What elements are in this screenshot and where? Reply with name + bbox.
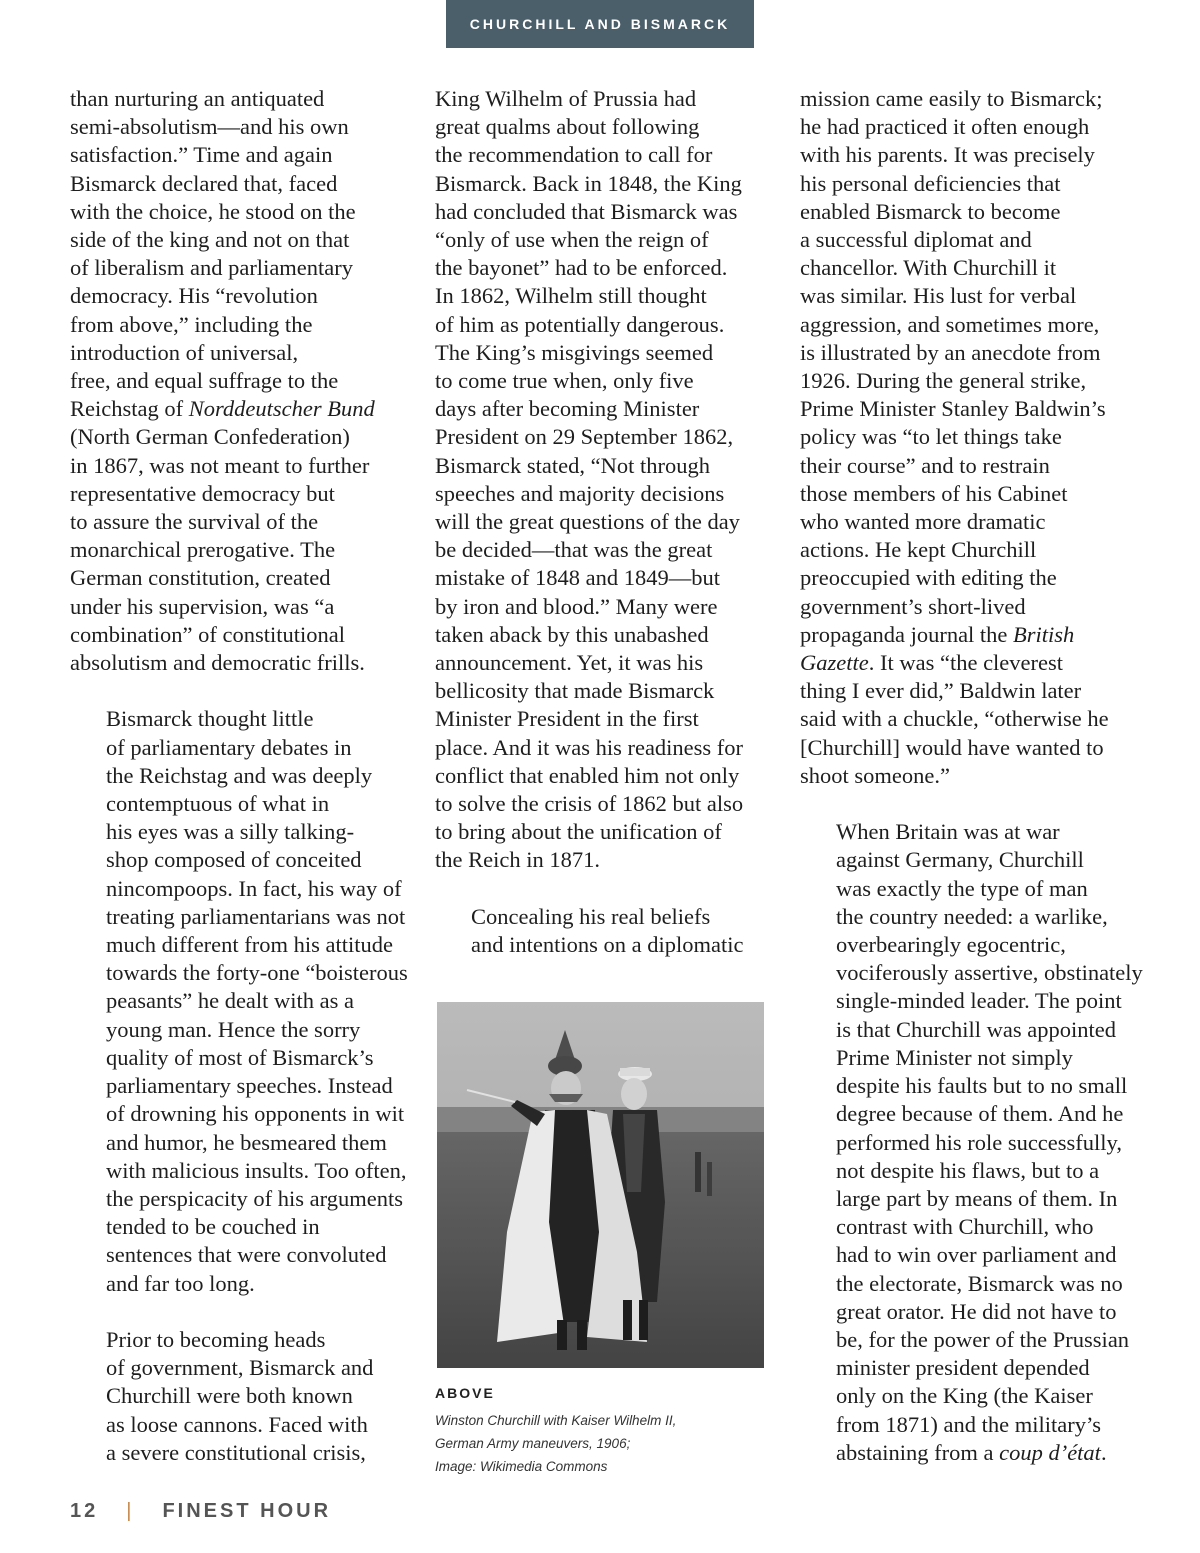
text-line: of drowning his opponents in wit [106,1101,405,1127]
text-line: Minister President in the first [435,706,699,732]
text-line: Concealing his real beliefs [471,903,711,929]
text-line: as loose cannons. Faced with [106,1411,368,1437]
text-line: monarchical prerogative. The [70,537,336,563]
text-line: not despite his flaws, but to a [836,1157,1100,1183]
text-line: minister president depended [836,1355,1090,1381]
text-line: Prime Minister Stanley Baldwin’s [800,396,1106,422]
text-line: had concluded that Bismarck was [435,198,738,224]
text-line: representative democracy but [70,480,335,506]
text-line: is illustrated by an anecdote from [800,339,1101,365]
text-column-3 [800,85,1143,1495]
text-line: contemptuous of what in [106,791,330,817]
text-line: be decided—that was the great [435,537,713,563]
text-line: abstaining from a coup d’état. [836,1439,1107,1465]
paragraph [70,1326,410,1467]
text-line: absolutism and democratic frills. [70,650,365,676]
text-line: by iron and blood.” Many were [435,593,718,619]
text-line: is that Churchill was appointed [836,1016,1116,1042]
text-line: bellicosity that made Bismarck [435,678,715,704]
text-line: democracy. His “revolution [70,283,318,309]
text-line: and humor, he besmeared them [106,1129,387,1155]
text-line: In 1862, Wilhelm still thought [435,283,707,309]
text-line: said with a chuckle, “otherwise he [800,706,1109,732]
text-line: Bismarck stated, “Not through [435,452,710,478]
text-line: sentences that were convoluted [106,1242,387,1268]
text-line: side of the king and not on that [70,227,350,253]
section-header [446,0,754,48]
text-line: President on 29 September 1862, [435,424,734,450]
text-line: shop composed of conceited [106,847,362,873]
text-line: the perspicacity of his arguments [106,1185,404,1211]
text-line: vociferously assertive, obstinately [836,960,1143,986]
text-line: The King’s misgivings seemed [435,339,714,365]
text-line: of him as potentially dangerous. [435,311,725,337]
section-title: CHURCHILL AND BISMARCK [469,16,731,32]
text-line: much different from his attitude [106,932,394,958]
text-line: When Britain was at war [836,819,1060,845]
text-line: Bismarck thought little [106,706,314,732]
text-line: the country needed: a warlike, [836,903,1108,929]
text-line: policy was “to let things take [800,424,1062,450]
text-line: to solve the crisis of 1862 but also [435,791,744,817]
text-column-2 [435,85,775,987]
text-line: towards the forty-one “boisterous [106,960,408,986]
text-line: under his supervision, was “a [70,593,335,619]
text-line: Gazette. It was “the cleverest [800,650,1064,676]
text-line: from above,” including the [70,311,313,337]
text-line: his personal deficiencies that [800,170,1061,196]
caption-title: ABOVE [435,1385,495,1401]
text-line: Bismarck declared that, faced [70,170,338,196]
paragraph [70,705,410,1297]
text-line: will the great questions of the day [435,509,740,535]
text-line: against Germany, Churchill [836,847,1084,873]
text-line: quality of most of Bismarck’s [106,1044,374,1070]
paragraph [435,85,775,875]
text-line: large part by means of them. In [836,1185,1118,1211]
text-line: German constitution, created [70,565,331,591]
text-line: great orator. He did not have to [836,1298,1117,1324]
text-line: semi-absolutism—and his own [70,114,349,140]
text-line: treating parliamentarians was not [106,903,406,929]
text-line: degree because of them. And he [836,1101,1124,1127]
text-line: [Churchill] would have wanted to [800,734,1104,760]
text-line: Reichstag of Norddeutscher Bund [70,396,375,422]
text-line: mistake of 1848 and 1849—but [435,565,720,591]
text-column-1 [70,85,410,1495]
publication-name: FINEST HOUR [162,1500,332,1522]
text-line: Bismarck. Back in 1848, the King [435,170,742,196]
text-line: who wanted more dramatic [800,509,1046,535]
text-line: 1926. During the general strike, [800,368,1087,394]
text-line: preoccupied with editing the [800,565,1057,591]
text-line: Prior to becoming heads [106,1326,326,1352]
text-line: introduction of universal, [70,339,299,365]
text-line: of government, Bismarck and [106,1355,374,1381]
text-line: be, for the power of the Prussian [836,1326,1130,1352]
text-line: with malicious insults. Too often, [106,1157,407,1183]
text-line: in 1867, was not meant to further [70,452,370,478]
text-line: peasants” he dealt with as a [106,988,355,1014]
text-line: satisfaction.” Time and again [70,142,333,168]
text-line: and intentions on a diplomatic [471,932,744,958]
text-line: Prime Minister not simply [836,1044,1073,1070]
text-line: he had practiced it often enough [800,114,1090,140]
text-line: the Reichstag and was deeply [106,762,373,788]
text-line: mission came easily to Bismarck; [800,86,1103,111]
caption-line: German Army maneuvers, 1906; [435,1436,631,1451]
text-line: parliamentary speeches. Instead [106,1073,393,1099]
photo-caption [435,1409,765,1478]
text-line: a severe constitutional crisis, [106,1439,366,1465]
text-line: despite his faults but to no small [836,1073,1128,1099]
text-line: a successful diplomat and [800,227,1032,253]
text-line: “only of use when the reign of [435,227,709,253]
paragraph [800,818,1143,1467]
text-line: tended to be couched in [106,1214,320,1240]
page-footer [70,1500,331,1523]
text-line: (North German Confederation) [70,424,350,450]
text-line: the Reich in 1871. [435,847,600,873]
text-line: his eyes was a silly talking- [106,819,355,845]
text-line: days after becoming Minister [435,396,700,422]
text-line: with his parents. It was precisely [800,142,1095,168]
text-line: thing I ever did,” Baldwin later [800,678,1082,704]
text-line: and far too long. [106,1270,255,1296]
text-line: those members of his Cabinet [800,480,1068,506]
text-line: speeches and majority decisions [435,480,725,506]
text-line: their course” and to restrain [800,452,1050,478]
text-line: to bring about the unification of [435,819,722,845]
text-line: shoot someone.” [800,762,950,788]
text-line: great qualms about following [435,114,700,140]
text-line: the bayonet” had to be enforced. [435,255,728,281]
text-line: was similar. His lust for verbal [800,283,1077,309]
paragraph [70,85,410,677]
text-line: the electorate, Bismarck was no [836,1270,1123,1296]
text-line: had to win over parliament and [836,1242,1117,1268]
text-line: single-minded leader. The point [836,988,1122,1014]
text-line: government’s short-lived [800,593,1026,619]
caption-line: Image: Wikimedia Commons [435,1459,608,1474]
historical-photo [437,1002,764,1368]
text-line: contrast with Churchill, who [836,1214,1094,1240]
text-line: only on the King (the Kaiser [836,1383,1093,1409]
text-line: chancellor. With Churchill it [800,255,1057,281]
text-line: announcement. Yet, it was his [435,650,704,676]
text-line: aggression, and sometimes more, [800,311,1100,337]
text-line: of parliamentary debates in [106,734,352,760]
text-line: Churchill were both known [106,1383,353,1409]
caption-line: Winston Churchill with Kaiser Wilhelm II, [435,1413,677,1428]
text-line: free, and equal suffrage to the [70,368,339,394]
text-line: propaganda journal the British [800,621,1075,647]
text-line: place. And it was his readiness for [435,734,744,760]
text-line: nincompoops. In fact, his way of [106,875,402,901]
text-line: with the choice, he stood on the [70,198,356,224]
text-line: overbearingly egocentric, [836,932,1066,958]
text-line: enabled Bismarck to become [800,198,1061,224]
text-line: to come true when, only five [435,368,694,394]
text-line: taken aback by this unabashed [435,621,709,647]
text-line: conflict that enabled him not only [435,762,740,788]
text-line: from 1871) and the military’s [836,1411,1101,1437]
text-line: the recommendation to call for [435,142,713,168]
text-line: King Wilhelm of Prussia had [435,86,697,111]
text-line: was exactly the type of man [836,875,1088,901]
text-line: than nurturing an antiquated [70,86,325,111]
text-line: of liberalism and parliamentary [70,255,354,281]
page-number: 12 [70,1500,99,1522]
text-line: combination” of constitutional [70,621,345,647]
text-line: performed his role successfully, [836,1129,1122,1155]
footer-separator: | [126,1500,135,1522]
paragraph [435,903,775,959]
text-line: actions. He kept Churchill [800,537,1037,563]
text-line: to assure the survival of the [70,509,319,535]
text-line: young man. Hence the sorry [106,1016,361,1042]
paragraph [800,85,1140,790]
